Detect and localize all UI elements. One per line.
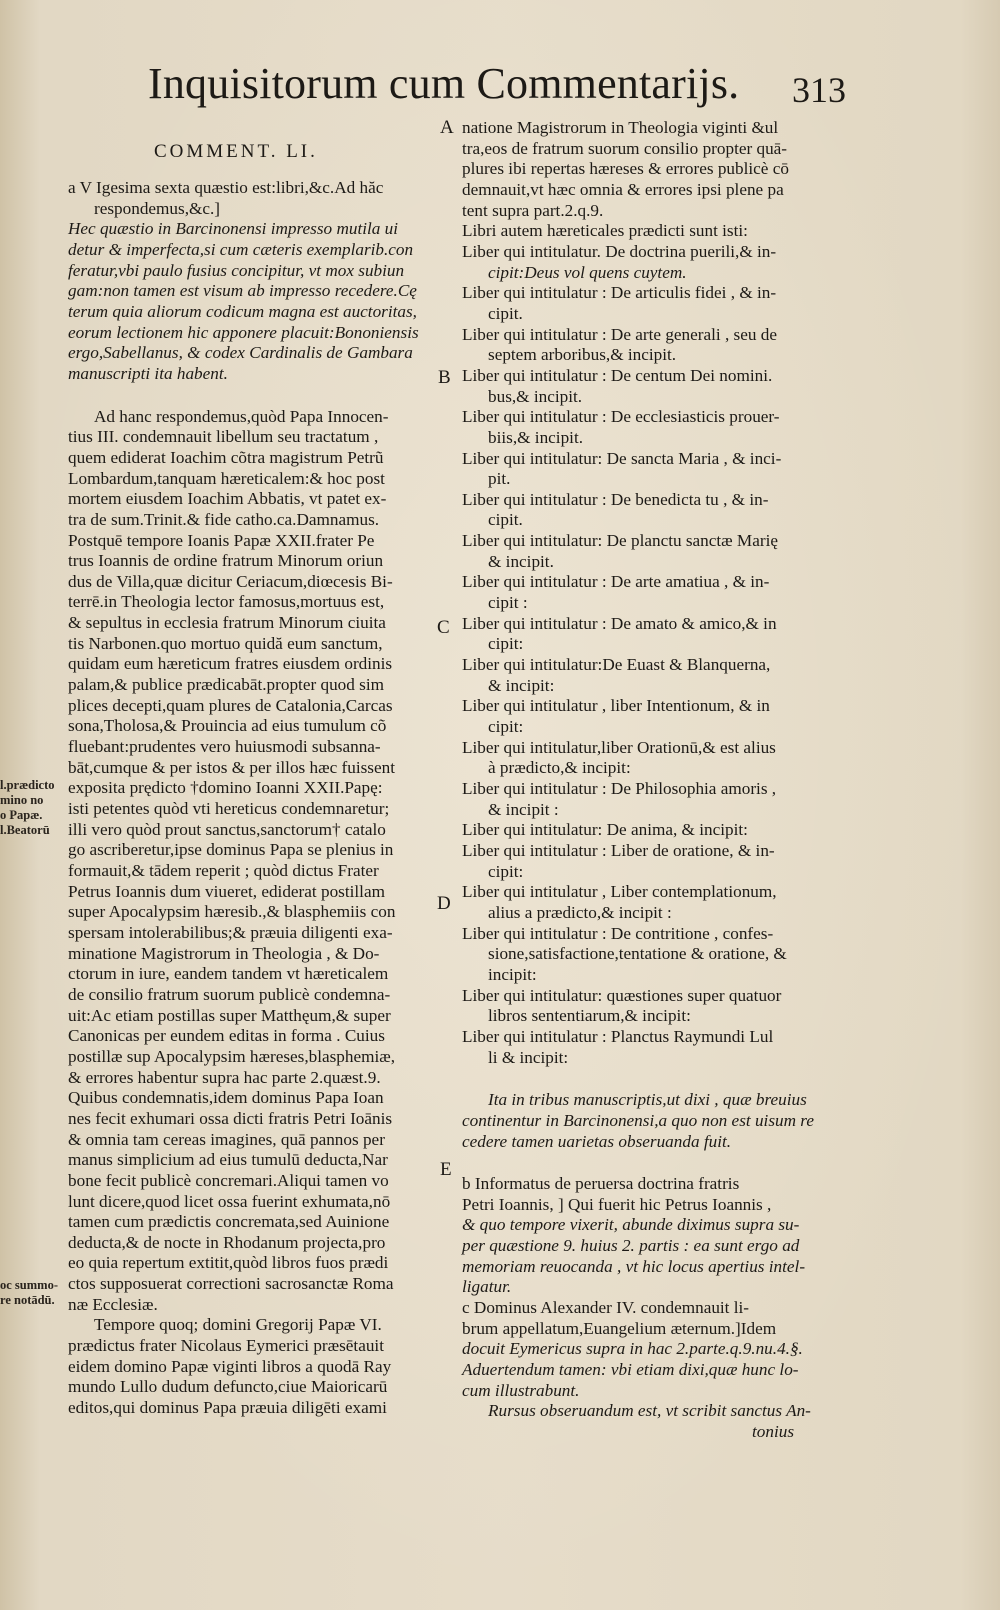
section-heading: COMMENT. LI. [154,141,318,162]
text-line: plices decepti,quam plures de Catalonia,Carcas [68,695,393,715]
page-number: 313 [792,70,846,110]
text-line: uit:Ac etiam postillas super Matthęum,& super [68,1005,391,1025]
text-line: de consilio fratrum suorum publicè condemna- [68,984,391,1004]
text-line: bone fecit publicè concremari.Aliqui tamen vo [68,1170,389,1190]
text-line: mundo Lullo dudum defuncto,ciue Maioricarū [68,1377,388,1397]
text-line: continentur in Barcinonensi,a quo non est uisum re [462,1110,814,1130]
section-marker-d: D [437,893,451,914]
text-line: cum illustrabunt. [462,1380,580,1400]
text-line: Petrus Ioannis dum viueret, ediderat postillam [68,881,385,901]
text-line: ligatur. [462,1277,512,1297]
text-line: cipit: [488,634,524,654]
text-line: a V Igesima sexta quæstio est:libri,&c.Ad hăc [68,178,384,197]
text-line: demnauit,vt hæc omnia & errores ipsi plene pa [462,179,784,199]
text-line: tent supra part.2.q.9. [462,200,604,220]
text-line: cipit. [488,303,523,323]
book-entry: Liber qui intitulatur,liber Orationū,& est alius [462,737,776,757]
text-line: Aduertendum tamen: vbi etiam dixi,quæ hunc lo- [462,1360,799,1380]
right-column [462,118,826,1443]
text-line: cipit : [488,593,528,613]
text-line: docuit Eymericus supra in hac 2.parte.q.9.nu.4.§. [462,1339,803,1359]
text-line: trus Ioannis de ordine fratrum Minorum oriun [68,551,384,571]
text-line: editos,qui dominus Papa præuia diligēti exami [68,1398,387,1418]
text-line: cipit: [488,861,524,881]
text-line: eidem domino Papæ viginti libros a quodā Ray [68,1356,392,1376]
text-line: minatione Magistrorum in Theologia , & Do- [68,943,380,963]
text-line: Canonicas per eundem editas in forma . Cuius [68,1026,385,1046]
text-line: brum appellatum,Euangelium æternum.]Idem [462,1318,777,1338]
text-line: Libri autem hæreticales prædicti sunt isti: [462,221,748,241]
text-line: lunt dicere,quod licet ossa fuerint exhumata,nō [68,1191,391,1211]
text-line: tra de sum.Trinit.& fide catho.ca.Damnamus. [68,509,380,529]
text-line: per quæstione 9. huius 2. partis : ea sunt ergo ad [462,1236,800,1256]
text-line: cipit. [488,510,523,530]
text-line: cedere tamen uarietas obseruanda fuit. [462,1131,732,1151]
text-line: Petri Ioannis, ] Qui fuerit hic Petrus Ioannis , [462,1194,772,1214]
book-entry: Liber qui intitulatur: De anima, & incipit: [462,820,748,840]
text-line: alius a prædicto,& incipit : [488,902,672,922]
text-line: formauit,& tādem reperit ; quòd dictus Frater [68,861,379,880]
text-line: palam,& publice prædicabāt.propter quod sim [68,675,384,695]
text-line: bāt,cumque & per istos & per illos hæc fuissent [68,757,395,777]
book-entry: Liber qui intitulatur , Liber contemplationum, [462,882,777,902]
text-line: bus,& incipit. [488,386,583,406]
text-line: tra,eos de fratrum suorum consilio propter quā- [462,138,788,158]
text-line: ctorum in iure, eandem tandem vt hæreticalem [68,964,389,984]
text-line: Ita in tribus manuscriptis,ut dixi , quæ breuius [488,1090,807,1110]
text-line: plures ibi repertas hæreses & errores publicè cō [462,159,789,179]
book-entry: Liber qui intitulatur : De contritione , confes- [462,923,774,943]
text-line: & quo tempore vixerit, abunde diximus supra su- [462,1215,800,1235]
text-line: libros sententiarum,& incipit: [488,1006,691,1026]
text-line: go ascriberetur,ipse dominus Papa se plenius in [68,840,394,860]
book-entry: Liber qui intitulatur : De centum Dei nomini. [462,365,773,385]
catchword: tonius [752,1422,795,1442]
text-line: sione,satisfactione,tentatione & oratione, & [488,944,787,964]
text-line: eorum lectionem hic apponere placuit:Bononiensis [68,322,419,342]
text-line: super Apocalypsim hæresib.,& blasphemiis con [68,902,396,922]
text-line: pit. [488,469,511,489]
text-line: Lombardum,tanquam hæreticalem:& hoc post [68,468,385,488]
text-line: c Dominus Alexander IV. condemnauit li- [462,1298,750,1318]
text-line: & errores habentur supra hac parte 2.quæst.9. [68,1067,381,1087]
text-line: ergo,Sabellanus, & codex Cardinalis de Gambara [68,343,413,363]
book-entry: Liber qui intitulatur : De arte amatiua , & in- [462,572,770,592]
book-entry: Liber qui intitulatur: quæstiones super quatuor [462,985,782,1005]
text-line: ctos supposuerat correctioni sacrosanctæ Roma [68,1274,394,1294]
text-line: Postquē tempore Ioanis Papæ XXII.frater Pe [68,530,375,550]
margin-note: l.prædicto mino no o Papæ. l.Beatorū [0,778,55,837]
text-line: Hec quæstio in Barcinonensi impresso mutila ui [68,219,399,239]
text-line: spersam intolerabilibus;& præuia diligenti exa- [68,922,393,942]
text-line: illi vero quòd prout sanctus,sanctorum† catalo [68,819,386,839]
text-line: & incipit : [488,799,559,819]
book-entry: Liber qui intitulatur: De planctu sanctæ Marię [462,531,778,551]
text-line: natione Magistrorum in Theologia viginti &ul [462,118,779,137]
text-line: fluebant:prudentes vero huiusmodi subsanna- [68,737,381,757]
margin-note: oc summo- re notādū. [0,1278,58,1307]
left-column [68,136,428,1419]
text-line: exposita prędicto †domino Ioanni XXII.Papę: [68,778,383,798]
text-line: Ad hanc respondemus,quòd Papa Innocen- [94,406,389,426]
text-line: dus de Villa,quæ dicitur Ceriacum,diœcesis Bi- [68,571,393,591]
book-entry: Liber qui intitulatur : De Philosophia amoris , [462,779,777,798]
text-line: terrē.in Theologia lector famosus,mortuus est, [68,592,385,612]
book-entry: Liber qui intitulatur : De arte generali , seu de [462,324,777,344]
section-marker-c: C [437,617,450,638]
book-entry: Liber qui intitulatur : De benedicta tu , & in- [462,489,769,509]
text-line: & omnia tam cereas imagines, quā pannos per [68,1129,385,1149]
text-line: terum quia aliorum codicum magna est auctoritas, [68,301,417,321]
text-line: tis Narbonen.quo mortuo quidă eum sanctum, [68,633,383,653]
text-line: cipit: [488,717,524,737]
book-entry: Liber qui intitulatur : De ecclesiasticis prouer- [462,407,780,427]
text-line: Rursus obseruandum est, vt scribit sanctus An- [488,1401,811,1421]
text-line: sona,Tholosa,& Prouincia ad eius tumulum cõ [68,716,387,736]
text-line: & sepultus in ecclesia fratrum Minorum ciuita [68,613,386,633]
text-line: feratur,vbi paulo fusius concipitur, vt mox subiun [68,260,405,280]
text-line: gam:non tamen est visum ab impresso recedere.Cę [68,281,417,301]
text-line: & incipit. [488,551,554,571]
text-line: postillæ sup Apocalypsim hæreses,blasphemiæ, [68,1046,396,1066]
text-line: respondemus,&c.] [94,198,221,218]
text-line: isti petentes quòd vti hereticus condemnaretur; [68,799,390,819]
book-entry: Liber qui intitulatur , liber Intentionum, & in [462,696,770,716]
section-marker-e: E [440,1159,452,1180]
book-entry: Liber qui intitulatur:De Euast & Blanquerna, [462,655,771,675]
text-line: prædictus frater Nicolaus Eymerici præsētauit [68,1336,384,1356]
text-line: incipit: [488,964,537,984]
book-entry: Liber qui intitulatur : Planctus Raymundi Lul [462,1026,774,1046]
text-line: li & incipit: [488,1047,569,1067]
text-line: & incipit: [488,675,555,695]
text-line: quidam eum hæreticum fratres eiusdem ordinis [68,654,393,674]
text-line: Quibus condemnatis,idem dominus Papa Ioan [68,1088,384,1108]
text-line: nes fecit exhumari ossa dicti fratris Petri Ioānis [68,1108,393,1128]
text-line: eo quia repertum extitit,quòd libros fuos prædi [68,1253,389,1273]
text-line: manus simplicium ad eius tumulū deducta,Nar [68,1150,388,1170]
text-line: quem ediderat Ioachim cõtra magistrum Petrũ [68,447,384,467]
book-entry: Liber qui intitulatur : Liber de oratione, & in- [462,840,775,860]
text-line: b Informatus de peruersa doctrina fratris [462,1174,740,1194]
book-entry: Liber qui intitulatur : De amato & amico,& in [462,613,777,633]
text-line: detur & imperfecta,si cum cæteris exemplarib.con [68,239,414,259]
text-line: cipit:Deus vol quens cuytem. [488,262,687,282]
text-line: mortem eiusdem Ioachim Abbatis, vt patet ex- [68,489,387,509]
book-entry: Liber qui intitulatur : De articulis fidei , & in- [462,283,777,303]
text-line: biis,& incipit. [488,427,584,447]
text-line: septem arboribus,& incipit. [488,345,677,365]
book-entry: Liber qui intitulatur. De doctrina puerili,& in- [462,241,777,261]
text-line: memoriam reuocanda , vt hic locus apertius intel- [462,1256,806,1276]
text-line: tius III. condemnauit libellum seu tractatum , [68,427,379,447]
text-line: tamen cum prædictis concremata,sed Auinione [68,1212,390,1232]
book-entry: Liber qui intitulatur: De sancta Maria , & inci- [462,448,782,468]
text-line: à prædicto,& incipit: [488,758,631,778]
text-line: Tempore quoq; domini Gregorij Papæ VI. [94,1315,382,1335]
section-marker-b: B [438,367,451,388]
section-marker-a: A [440,117,454,138]
text-line: deducta,& de nocte in Rhodanum projecta,pro [68,1232,386,1252]
text-line: manuscripti ita habent. [68,363,228,383]
text-line: næ Ecclesiæ. [68,1294,158,1314]
running-title: Inquisitorum cum Commentarijs. [148,59,740,108]
